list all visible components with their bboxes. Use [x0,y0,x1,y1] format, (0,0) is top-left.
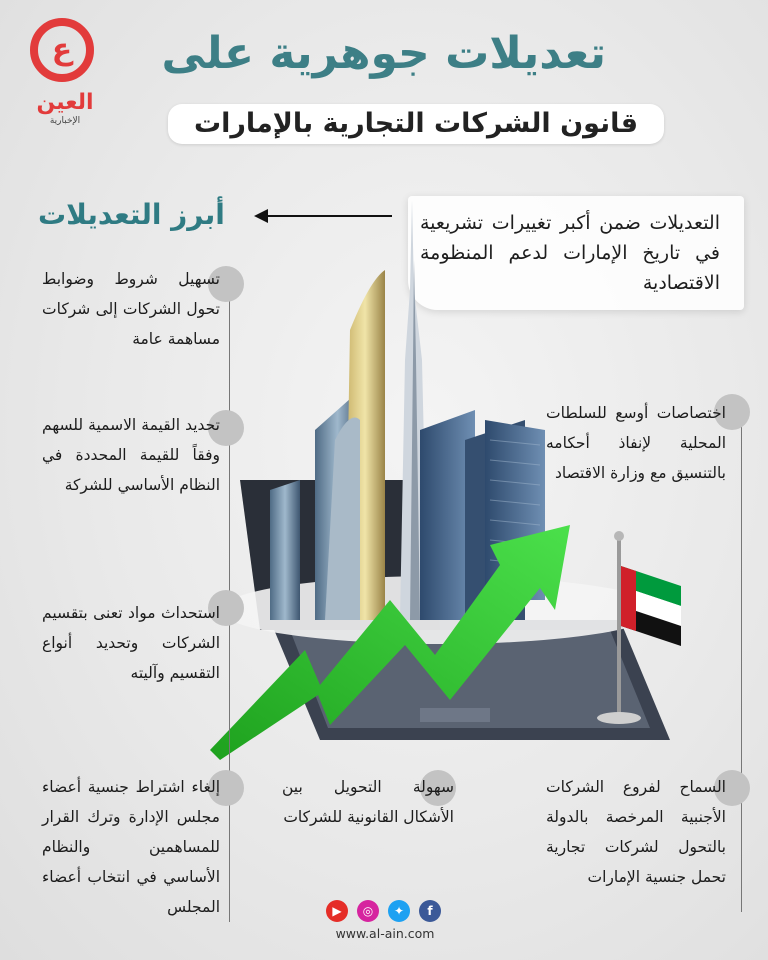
highlights-heading: أبرز التعديلات [38,198,225,231]
youtube-icon[interactable]: ▶ [326,900,348,922]
amendment-left-4: إلغاء اشتراط جنسية أعضاء مجلس الإدارة وترك القرار للمساهمين والنظام الأساسي في انتخاب أعضاء المجلس [42,778,220,916]
instagram-icon[interactable]: ◎ [357,900,379,922]
logo-ring [30,18,94,82]
amendment-left-1: تسهيل شروط وضوابط تحول الشركات إلى شركات مساهمة عامة [42,270,220,348]
page-title: تعديلات جوهرية على [161,28,606,79]
logo-mark: ع [51,32,73,67]
uae-flag-icon [596,528,692,728]
page-subtitle: قانون الشركات التجارية بالإمارات [168,104,664,144]
timeline-right-line [741,412,742,912]
amendment-right-1: اختصاصات أوسع للسلطات المحلية لإنفاذ أحكامه بالتنسيق مع وزارة الاقتصاد [546,404,726,482]
amendment-left-2: تحديد القيمة الاسمية للسهم وفقاً للقيمة المحددة في النظام الأساسي للشركة [42,416,220,494]
logo-subtitle: الإخبارية [49,116,81,126]
intro-text: التعديلات ضمن أكبر تغييرات تشريعية في تاريخ الإمارات لدعم المنظومة الاقتصادية [420,212,720,294]
facebook-icon[interactable]: f [419,900,441,922]
amendment-center: سهولة التحويل بين الأشكال القانونية للشركات [282,778,454,826]
al-ain-logo [26,18,104,128]
logo-brand: العين [36,90,94,115]
amendment-left-3: استحداث مواد تعنى بتقسيم الشركات وتحديد أنواع التقسيم وآليته [42,604,220,682]
amendment-right-2: السماح لفروع الشركات الأجنبية المرخصة بالدولة بالتحول لشركات تجارية تحمل جنسية الإمارات [546,778,726,886]
twitter-icon[interactable]: ✦ [388,900,410,922]
social-links [326,900,446,922]
website-url[interactable]: www.al-ain.com [335,926,435,941]
